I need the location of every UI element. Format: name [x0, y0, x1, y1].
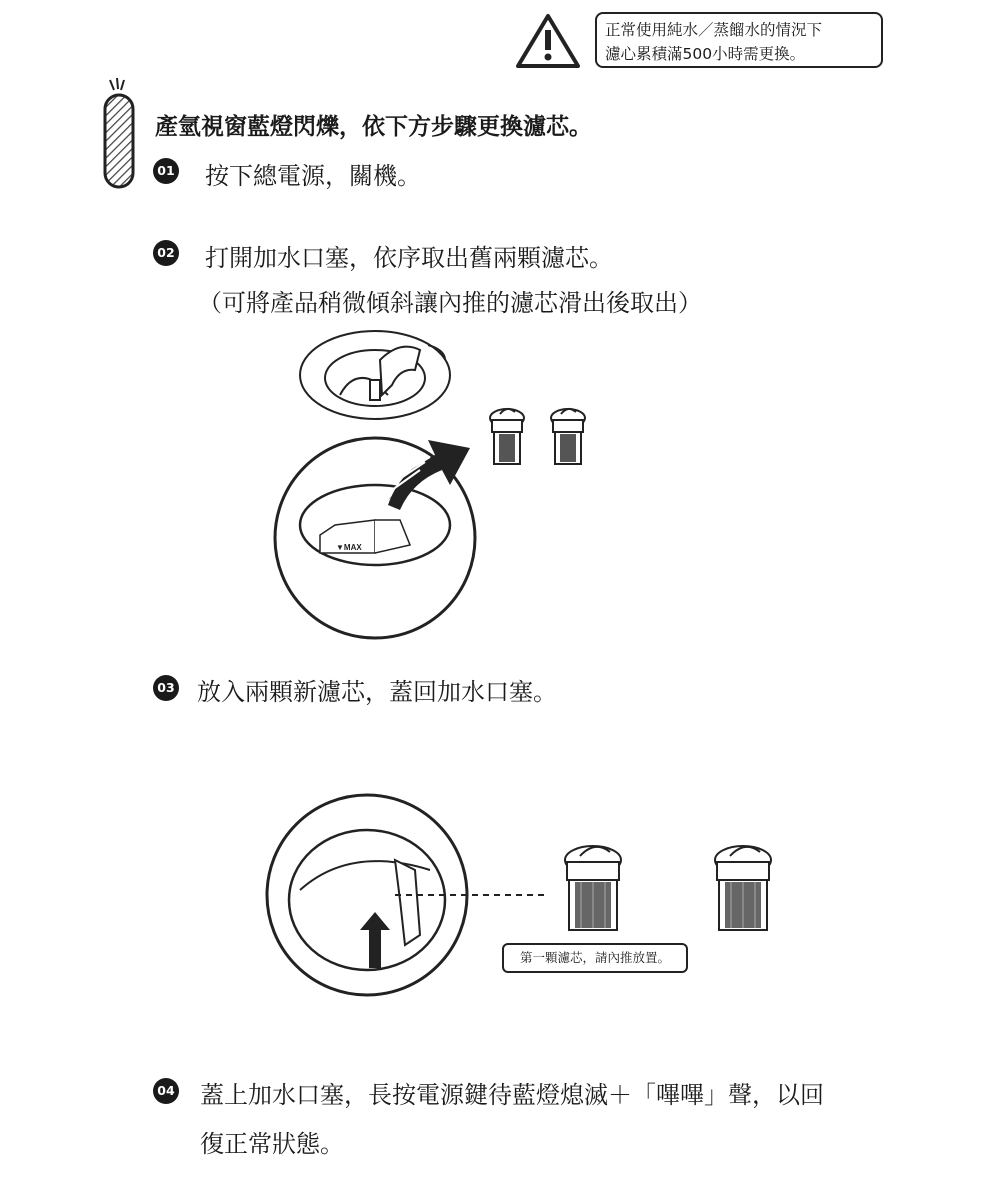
filter-note: 第一顆濾芯，請內推放置。: [502, 943, 688, 973]
warning-icon: [518, 16, 578, 66]
step-subtext-02: （可將產品稍微傾斜讓內推的濾芯滑出後取出）: [198, 289, 702, 317]
warning-line-2: 濾心累積滿500小時需更換。: [605, 45, 806, 63]
step-text-04-line-2: 復正常狀態。: [200, 1130, 344, 1158]
step-text-03: 放入兩顆新濾芯，蓋回加水口塞。: [197, 678, 557, 706]
step-text-02: 打開加水口塞，依序取出舊兩顆濾芯。: [205, 244, 613, 272]
page-heading: 產氫視窗藍燈閃爍，依下方步驟更換濾芯。: [155, 114, 592, 140]
warning-box: [595, 12, 883, 68]
figure-remove-filters: [275, 331, 585, 638]
step-number-02: 02: [153, 240, 179, 266]
step-number-04: 04: [153, 1078, 179, 1104]
new-filter-2: [715, 846, 771, 930]
blinking-light-icon: [105, 78, 133, 187]
step-number-03: 03: [153, 675, 179, 701]
step-text-04: 蓋上加水口塞，長按電源鍵待藍燈熄滅＋「嗶嗶」聲，以回: [200, 1081, 824, 1109]
warning-line-1: 正常使用純水／蒸餾水的情況下: [605, 21, 823, 39]
old-filter-1: [490, 409, 524, 464]
max-label: ▼MAX: [336, 543, 362, 552]
new-filter-1: [565, 846, 621, 930]
step-text-01: 按下總電源，關機。: [205, 162, 421, 190]
old-filter-2: [551, 409, 585, 464]
step-number-01: 01: [153, 158, 179, 184]
